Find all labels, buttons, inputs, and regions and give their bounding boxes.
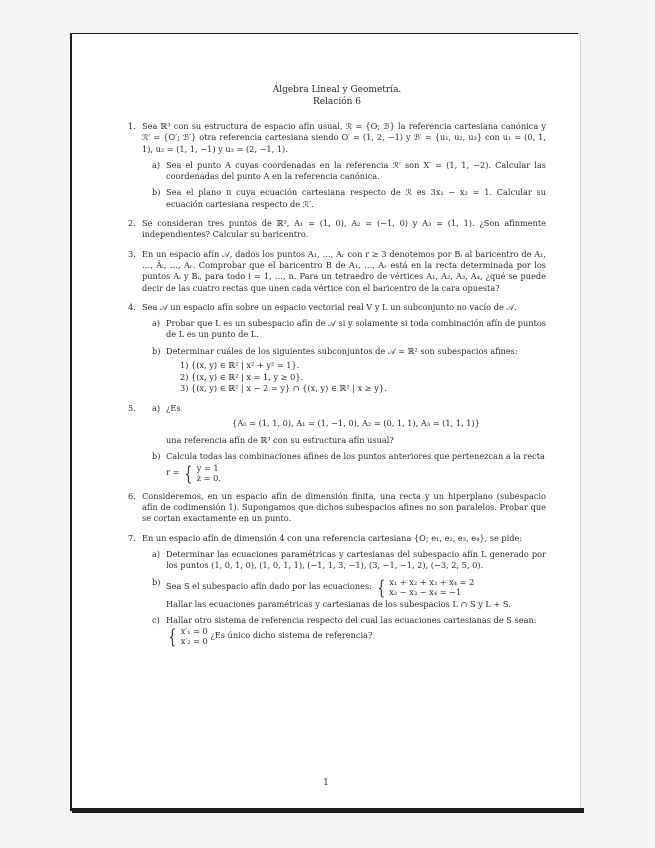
exercise-4	[128, 302, 546, 395]
exercise-text: En un espacio afín de dimensión 4 con una referencia cartesiana {O; e₁, e₂, e₃, e₄}, se pide:	[142, 532, 523, 543]
part-text: Determinar las ecuaciones paramétricas y cartesianas del subespacio afín L generado por los puntos (1, 0, 1, 0), (1, 0, 1, 1), (−1, 1, 3, −1), (3, −1, −1, 2), (−3, 2, 5, 0).	[166, 548, 546, 571]
list-item: 1) {(x, y) ∈ ℝ² | x² + y² = 1}.	[180, 360, 300, 371]
part-text: ¿Es único dicho sistema de referencia?	[210, 630, 373, 641]
page-title: Álgebra Lineal y Geometría.	[272, 85, 402, 95]
subset-list	[166, 360, 546, 395]
list-item: 2) {(x, y) ∈ ℝ² | x = 1, y ≥ 0}.	[180, 371, 304, 382]
document-page	[72, 34, 580, 812]
exercise-text: Sea ℝ³ con su estructura de espacio afín usual, ℛ = {O; ℬ} la referencia cartesiana canónica y ℛ′ = {O′; ℬ′} otra referencia cartesiana siendo O′ = (1, 2, −1) y ℬ′ = {u₁, u₂, u₃} con u₁ = (0, 1, 1), u₂ = (1, 1, −1) y u₃ = (2, −1, 1).	[142, 121, 546, 154]
exercise-5-part-a	[142, 403, 546, 447]
part-label: c)	[152, 614, 160, 625]
exercise-number: 2.	[128, 218, 136, 229]
part-label: b)	[152, 451, 161, 462]
equation: y = 1	[196, 462, 219, 473]
part-label: a)	[152, 159, 161, 170]
exercise-4-part-a	[142, 318, 546, 341]
equation-system	[182, 460, 221, 485]
part-label: b)	[152, 576, 161, 587]
equation-row	[166, 624, 546, 649]
exercise-number: 7.	[128, 532, 136, 543]
exercise-1-part-b	[142, 187, 546, 210]
exercise-text: Consideremos, en un espacio afín de dimensión finita, una recta y un hiperplano (subespacio afín de codimensión 1). Supongamos que dichos subespacios afines no son paralelos. Probar que se cortan exactamente en un punto.	[142, 490, 546, 524]
equation: x′₁ = 0	[180, 626, 208, 637]
exercise-3	[128, 249, 546, 294]
exercise-5	[128, 403, 546, 483]
page-number: 1	[323, 778, 329, 788]
exercise-number: 5.	[128, 402, 136, 413]
exercise-1-part-a	[142, 160, 546, 183]
part-label: b)	[152, 187, 161, 198]
part-text: Probar que L es un subespacio afín de 𝒜 si y solamente si toda combinación afín de puntos de L es un punto de L.	[166, 318, 546, 340]
equation: x₁ + x₂ + x₃ + x₄ = 2	[389, 576, 475, 587]
exercise-4-part-b	[142, 346, 546, 395]
line-equation	[166, 460, 546, 485]
exercise-7-part-b	[142, 574, 546, 610]
exercise-number: 4.	[128, 301, 136, 312]
exercise-7-part-a	[142, 549, 546, 572]
left-brace: {	[184, 460, 193, 485]
equation: z = 0.	[196, 472, 221, 483]
part-text: Hallar las ecuaciones paramétricas y cartesianas de los subespacios L ∩ S y L + S.	[166, 598, 511, 609]
part-text: Hallar otro sistema de referencia respecto del cual las ecuaciones cartesianas de S sean:	[166, 614, 537, 625]
point-set: {A₀ = (1, 1, 0), A₁ = (1, −1, 0), A₂ = (0, 1, 1), A₃ = (1, 1, 1)}	[232, 417, 480, 428]
exercise-7-part-c	[142, 614, 546, 649]
part-label: b)	[152, 345, 161, 356]
list-item: 3) {(x, y) ∈ ℝ² | x − 2 = y} ∩ {(x, y) ∈ ℝ² | x ≥ y}.	[180, 383, 387, 394]
part-text: Sea el punto A cuyas coordenadas en la referencia ℛ′ son X′ = (1, 1, −2). Calcular las coordenadas del punto A en la referencia canónica.	[166, 159, 546, 182]
exercise-text: Se consideran tres puntos de ℝ², A₁ = (1, 0), A₂ = (−1, 0) y A₃ = (1, 1). ¿Son afinmente independientes? Calcular su baricentro.	[142, 218, 546, 240]
part-label: a)	[152, 318, 161, 329]
part-label: a)	[152, 402, 161, 413]
part-text: Calcula todas las combinaciones afines de los puntos anteriores que pertenezcan a la recta	[166, 451, 545, 462]
exercise-2	[128, 218, 546, 241]
part-text: Determinar cuáles de los siguientes subconjuntos de 𝒜 = ℝ² son subespacios afines:	[166, 345, 518, 356]
left-brace: {	[377, 574, 385, 599]
part-label: a)	[152, 548, 161, 559]
equation: x′₂ = 0	[180, 636, 208, 647]
exercise-5-part-b	[142, 451, 546, 485]
equation-system	[375, 574, 475, 599]
equation: x₂ − x₃ − x₄ = −1	[389, 586, 462, 597]
document-body	[128, 84, 546, 654]
exercise-text: Sea 𝒜 un espacio afín sobre un espacio vectorial real V y L un subconjunto no vacío de 𝒜.	[142, 301, 517, 312]
exercise-7	[128, 532, 546, 649]
exercise-number: 6.	[128, 490, 136, 501]
part-text: ¿Es	[166, 402, 181, 413]
scan-edge	[72, 808, 584, 813]
exercise-number: 3.	[128, 248, 136, 259]
line-name: r =	[166, 466, 180, 477]
part-text: Sea S el subespacio afín dado por las ecuaciones:	[166, 580, 372, 591]
page-subtitle: Relación 6	[312, 97, 362, 107]
exercise-number: 1.	[128, 121, 136, 131]
part-text: una referencia afín de ℝ³ con su estructura afín usual?	[166, 435, 394, 446]
exercise-6	[128, 491, 546, 525]
part-text: Sea el plano π cuya ecuación cartesiana respecto de ℛ es 3x₁ − x₂ = 1. Calcular su ecuación cartesiana respecto de ℛ′.	[166, 187, 546, 209]
left-brace: {	[168, 624, 177, 649]
exercise-1	[128, 121, 546, 210]
exercise-text: En un espacio afín 𝒜, dados los puntos A₁, …, Aᵣ con r ≥ 3 denotemos por Bᵢ al baricentro de A₁, …, Âᵢ, …, Aᵣ. Comprobar que el baricentro B de A₁, …, Aᵣ está en la recta determinada por los puntos Aᵢ y Bᵢ, para todo i = 1, …, n. Para un tetraedro de vértices A₁, A₂, A₃, A₄, ¿qué se puede decir de las cuatro rectas que unen cada vértice con el baricentro de la cara opuesta?	[142, 248, 546, 293]
equation-system	[166, 624, 208, 649]
